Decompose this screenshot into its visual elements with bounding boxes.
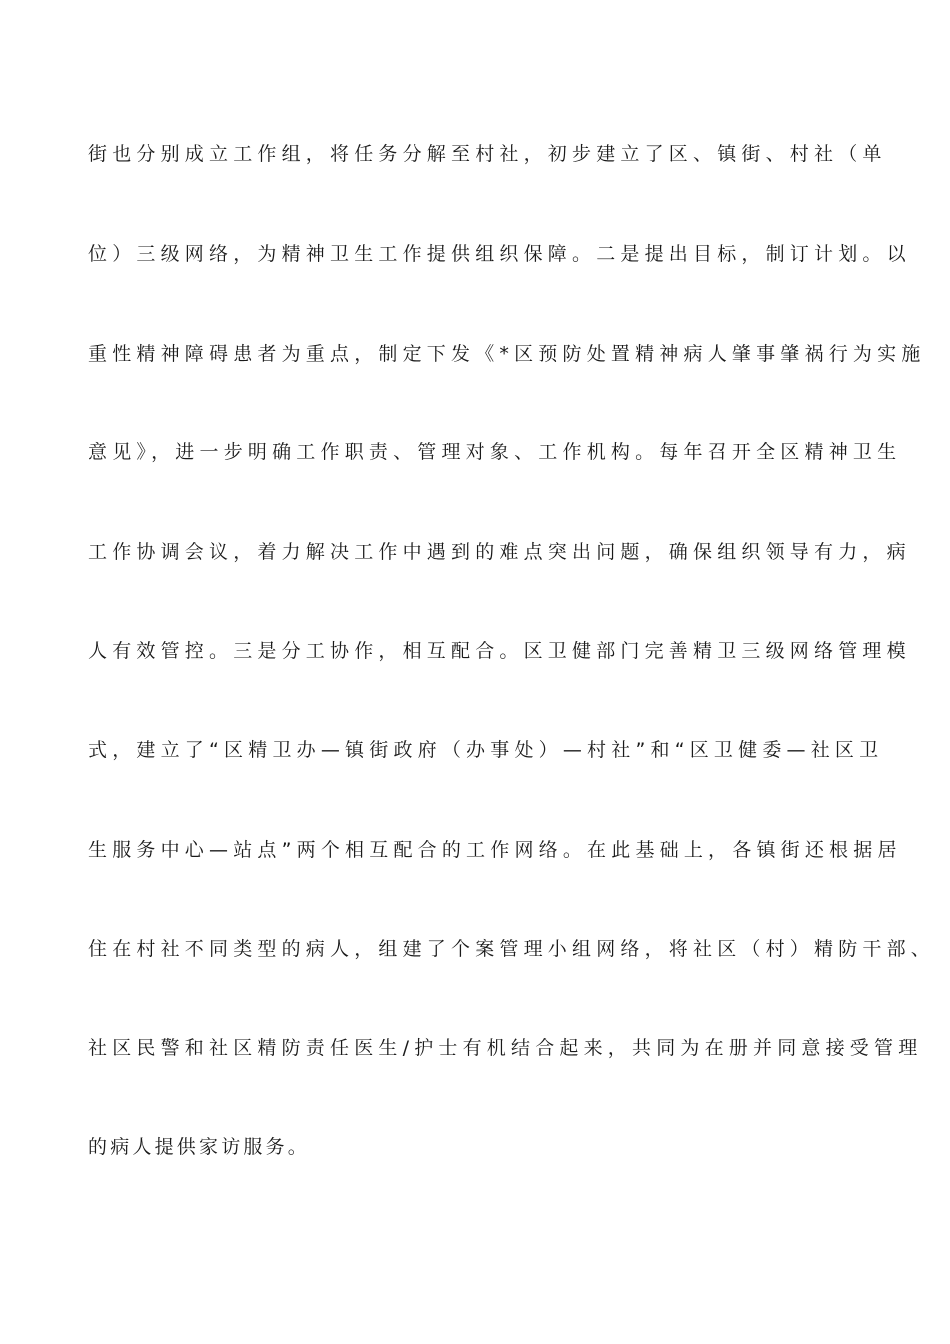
- paragraph-line-5: 工作协调会议，着力解决工作中遇到的难点突出问题，确保组织领导有力，病: [88, 541, 911, 563]
- paragraph-line-3: 重性精神障碍患者为重点，制定下发《*区预防处置精神病人肇事肇祸行为实施: [88, 343, 926, 365]
- paragraph-line-2: 位）三级网络，为精神卫生工作提供组织保障。二是提出目标，制订计划。以: [88, 243, 911, 265]
- paragraph-line-9: 住在村社不同类型的病人，组建了个案管理小组网络，将社区（村）精防干部、: [88, 938, 936, 960]
- paragraph-line-4: 意见》，进一步明确工作职责、管理对象、工作机构。每年召开全区精神卫生: [88, 441, 902, 463]
- paragraph-line-11: 的病人提供家访服务。: [88, 1136, 311, 1158]
- paragraph-line-7: 式，建立了“区精卫办—镇街政府（办事处）—村社”和“区卫健委—社区卫: [88, 739, 884, 761]
- paragraph-line-1: 街也分别成立工作组，将任务分解至村社，初步建立了区、镇街、村社（单: [88, 143, 887, 165]
- paragraph-line-8: 生服务中心—站点”两个相互配合的工作网络。在此基础上，各镇街还根据居: [88, 839, 902, 861]
- paragraph-line-10: 社区民警和社区精防责任医生/护士有机结合起来，共同为在册并同意接受管理: [88, 1037, 923, 1059]
- paragraph-line-6: 人有效管控。三是分工协作，相互配合。区卫健部门完善精卫三级网络管理模: [88, 640, 911, 662]
